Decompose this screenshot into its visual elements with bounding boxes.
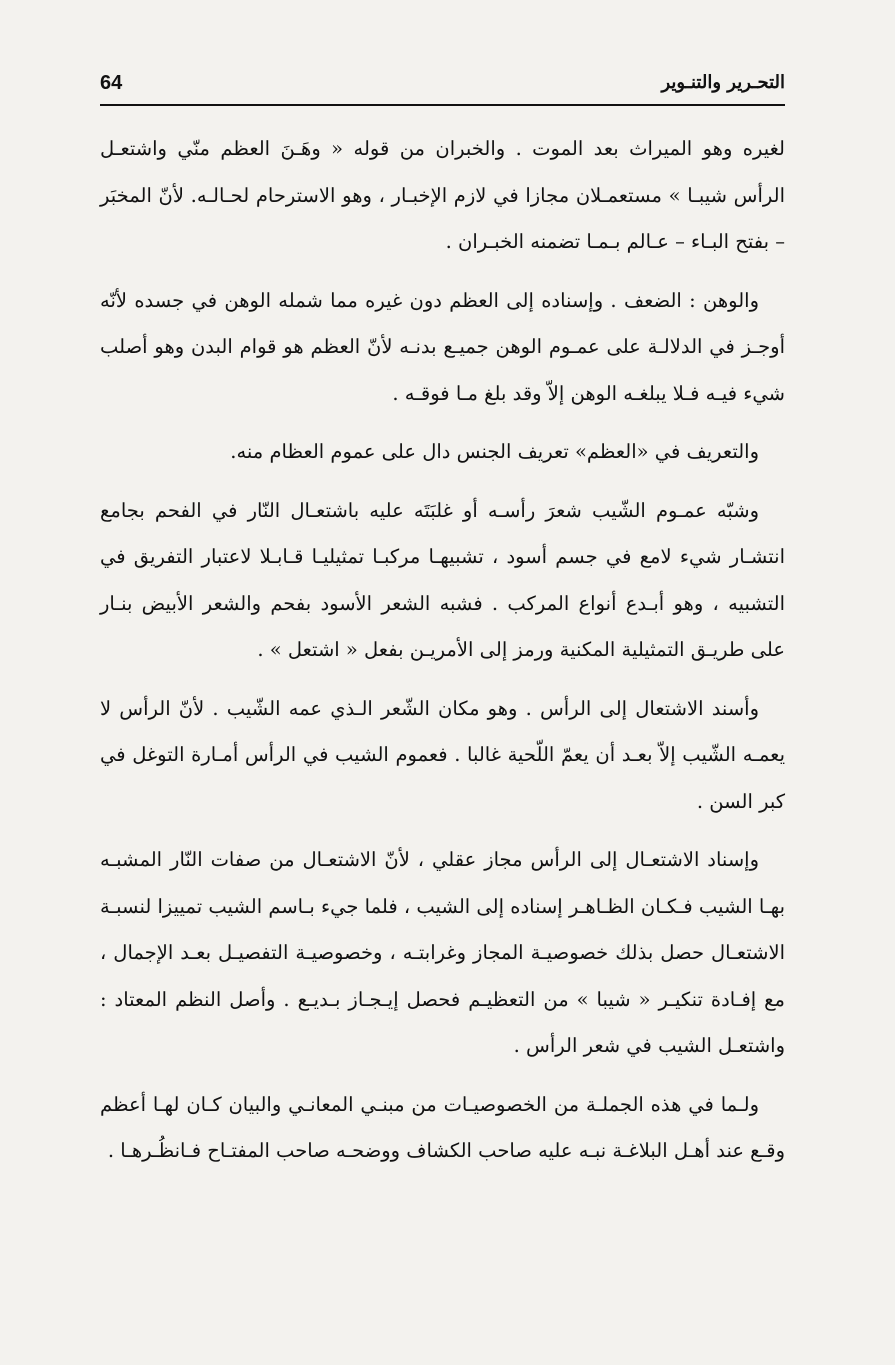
running-title: التحـرير والتنـوير <box>661 72 785 93</box>
paragraph: وشبّه عمـوم الشّيب شعرَ رأسـه أو غلبَتَه عليه باشتعـال النّار في الفحم بجامع انتشـار شيء لامع في جسم أسود ، تشبيهـا مركبـا تمثيليـا قـابـلا لاعتبار التفريق في التشبيه ، وهو أبـدع أنواع المركب . فشبه الشعر الأسود بفحم والشعر الأبيض بنـار على طريـق التمثيلية المكنية ورمز إلى الأمريـن بفعل « اشتعل » . <box>100 498 785 661</box>
page-body <box>100 126 785 1175</box>
paragraph: ولـما في هذه الجملـة من الخصوصيـات من مبنـي المعانـي والبيان كـان لهـا أعظم وقـع عند أهـل البلاغـة نبـه عليه صاحب الكشاف ووضحـه صاحب المفتـاح فـانظُـرهـا . <box>100 1092 785 1162</box>
page-header <box>100 70 785 106</box>
paragraph: لغيره وهو الميراث بعد الموت . والخبران من قوله « وهَـنَ العظم منّي واشتعـل الرأس شيبـا » مستعمـلان مجازا في لازم الإخبـار ، وهو الاسترحام لحـالـه. لأنّ المخبَر – بفتح البـاء – عـالم بـمـا تضمنه الخبـران . <box>100 137 785 253</box>
paragraph: والوهن : الضعف . وإسناده إلى العظم دون غيره مما شمله الوهن في جسده لأنّه أوجـز في الدلالـة على عمـوم الوهن جميـع بدنـه لأنّ العظم هو قوام البدن وهو أصلب شيء فيـه فـلا يبلغـه الوهن إلاّ وقد بلغ مـا فوقـه . <box>100 288 785 405</box>
paragraph: وإسناد الاشتعـال إلى الرأس مجاز عقلي ، لأنّ الاشتعـال من صفات النّار المشبـه بهـا الشيب فـكـان الظـاهـر إسناده إلى الشيب ، فلما جيء بـاسم الشيب تمييزا لنسبـة الاشتعـال حصل بذلك خصوصيـة المجاز وغرابتـه ، وخصوصيـة التفصيـل بعـد الإجمال ، مع إفـادة تنكيـر « شيبا » من التعظيـم فحصل إيـجـاز بـديـع . وأصل النظم المعتاد : واشتعـل الشيب في شعر الرأس . <box>100 848 785 1057</box>
paragraph: والتعريف في «العظم» تعريف الجنس دال على عموم العظام منه. <box>230 440 759 463</box>
paragraph: وأسند الاشتعال إلى الرأس . وهو مكان الشّعر الـذي عمه الشّيب . لأنّ الرأس لا يعمـه الشّيب إلاّ بعـد أن يعمّ اللّحية غالبا . فعموم الشيب في الرأس أمـارة التوغل في كبر السن . <box>100 696 785 813</box>
page-number: 64 <box>100 72 123 94</box>
